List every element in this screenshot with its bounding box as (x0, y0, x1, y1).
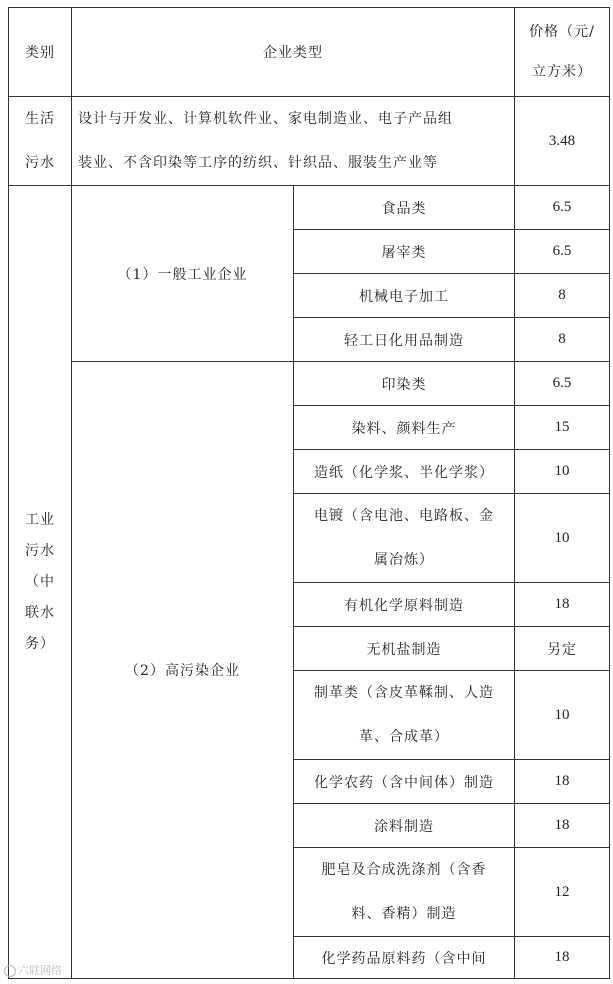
domestic-row (9, 97, 610, 186)
item-price: 10 (515, 494, 610, 583)
item-price: 6.5 (515, 230, 610, 274)
item-name: 化学药品原料药（含中间 (294, 937, 515, 979)
header-price: 价格（元/ 立方米） (515, 8, 610, 97)
item-price: 6.5 (515, 186, 610, 230)
item-price: 15 (515, 406, 610, 450)
item-price: 12 (515, 848, 610, 937)
item-price: 18 (515, 583, 610, 627)
watermark-logo-icon (4, 965, 16, 977)
header-enterprise-type: 企业类型 (72, 8, 515, 97)
item-name: 化学农药（含中间体）制造 (294, 760, 515, 804)
item-name: 涂料制造 (294, 804, 515, 848)
item-name: 机械电子加工 (294, 274, 515, 318)
item-price: 18 (515, 804, 610, 848)
table-row (9, 186, 610, 230)
item-price: 6.5 (515, 362, 610, 406)
sewage-price-table (8, 7, 610, 979)
item-name: 轻工日化用品制造 (294, 318, 515, 362)
item-price: 8 (515, 274, 610, 318)
item-price: 8 (515, 318, 610, 362)
header-row (9, 8, 610, 97)
item-name: 制革类（含皮革鞣制、人造 革、合成革） (294, 671, 515, 760)
item-name: 有机化学原料制造 (294, 583, 515, 627)
item-name: 食品类 (294, 186, 515, 230)
item-name: 电镀（含电池、电路板、金 属冶炼） (294, 494, 515, 583)
item-name: 屠宰类 (294, 230, 515, 274)
item-price: 18 (515, 760, 610, 804)
item-name: 肥皂及合成洗涤剂（含香 料、香精）制造 (294, 848, 515, 937)
general-industry-label: （1）一般工业企业 (72, 186, 294, 362)
item-price: 10 (515, 450, 610, 494)
item-name: 造纸（化学浆、半化学浆） (294, 450, 515, 494)
item-price: 10 (515, 671, 610, 760)
item-price: 18 (515, 937, 610, 979)
high-pollution-label: （2）高污染企业 (72, 362, 294, 979)
item-name: 印染类 (294, 362, 515, 406)
item-price: 另定 (515, 627, 610, 671)
header-category: 类别 (9, 8, 72, 97)
industrial-category: 工业 污水 （中 联水 务） (9, 186, 72, 979)
domestic-category: 生活 污水 (9, 97, 72, 186)
watermark: 六联网络 (4, 962, 62, 978)
item-name: 无机盐制造 (294, 627, 515, 671)
item-name: 染料、颜料生产 (294, 406, 515, 450)
table-row (9, 362, 610, 406)
domestic-description: 设计与开发业、计算机软件业、家电制造业、电子产品组 装业、不含印染等工序的纺织、针织品、服装生产业等 (72, 97, 515, 186)
domestic-price: 3.48 (515, 97, 610, 186)
